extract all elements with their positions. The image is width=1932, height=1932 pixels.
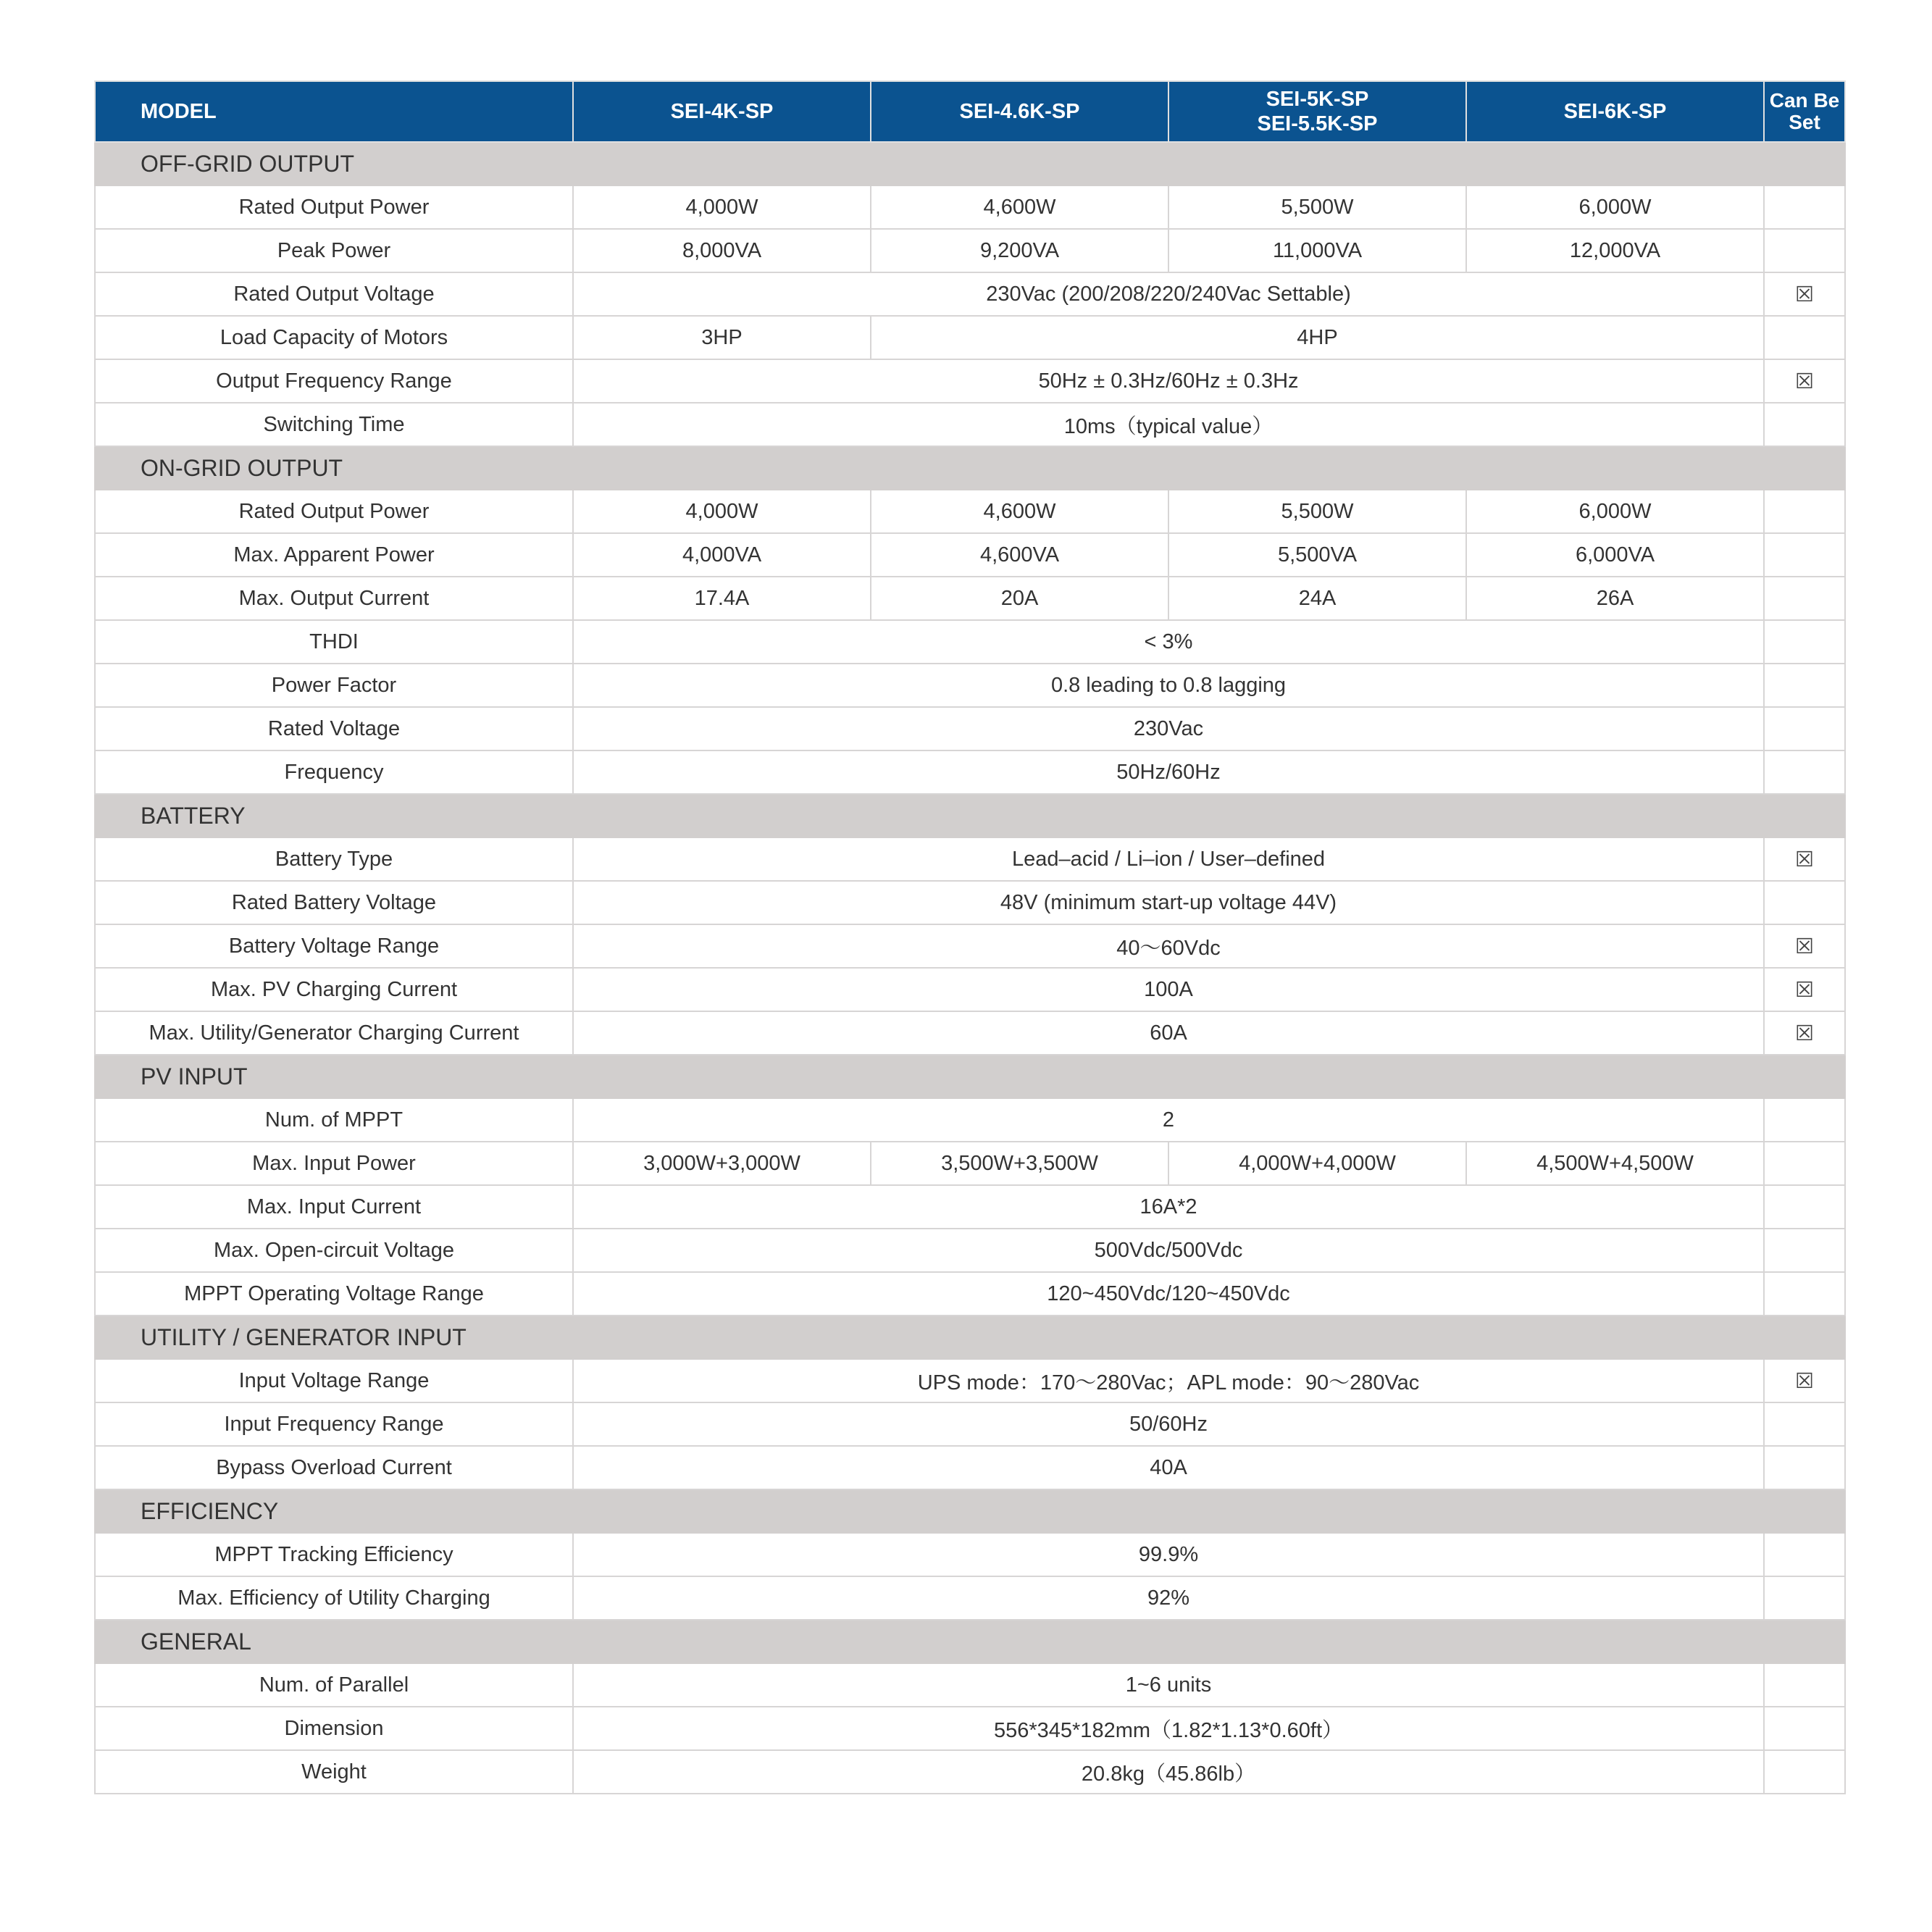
spec-label: Rated Output Voltage (95, 272, 573, 316)
spec-label: Input Voltage Range (95, 1359, 573, 1402)
spec-row (95, 1576, 1845, 1620)
section-title: GENERAL (95, 1620, 1845, 1663)
spec-label: Power Factor (95, 664, 573, 707)
spec-value: 1~6 units (573, 1663, 1764, 1707)
spec-value: 4,600W (871, 185, 1168, 229)
spec-value: 17.4A (573, 577, 871, 620)
spec-value: 556*345*182mm（1.82*1.13*0.60ft） (573, 1707, 1764, 1750)
section-title: UTILITY / GENERATOR INPUT (95, 1316, 1845, 1359)
settable-cell (1764, 490, 1845, 533)
spec-row (95, 1359, 1845, 1402)
spec-value: 230Vac (573, 707, 1764, 750)
spec-row (95, 664, 1845, 707)
settable-cell (1764, 1707, 1845, 1750)
spec-label: Rated Output Power (95, 490, 573, 533)
spec-value: 24A (1168, 577, 1466, 620)
section-header-row (95, 1316, 1845, 1359)
spec-value: 4,000W (573, 185, 871, 229)
spec-label: Peak Power (95, 229, 573, 272)
section-header-row (95, 446, 1845, 490)
section-title: PV INPUT (95, 1055, 1845, 1098)
spec-value: Lead–acid / Li–ion / User–defined (573, 837, 1764, 881)
spec-value: 4,600VA (871, 533, 1168, 577)
settable-checkbox-icon: ☒ (1764, 924, 1845, 968)
spec-row (95, 881, 1845, 924)
spec-value: 230Vac (200/208/220/240Vac Settable) (573, 272, 1764, 316)
settable-checkbox-icon: ☒ (1764, 968, 1845, 1011)
settable-cell (1764, 620, 1845, 664)
section-header-row (95, 1055, 1845, 1098)
spec-value: 50Hz ± 0.3Hz/60Hz ± 0.3Hz (573, 359, 1764, 403)
spec-value: 92% (573, 1576, 1764, 1620)
section-header-row (95, 1489, 1845, 1533)
spec-value: 16A*2 (573, 1185, 1764, 1229)
settable-cell (1764, 1142, 1845, 1185)
spec-label: Max. Utility/Generator Charging Current (95, 1011, 573, 1055)
settable-cell (1764, 1533, 1845, 1576)
model-header: MODEL (95, 81, 573, 142)
spec-label: MPPT Tracking Efficiency (95, 1533, 573, 1576)
spec-label: MPPT Operating Voltage Range (95, 1272, 573, 1316)
spec-value: 3,000W+3,000W (573, 1142, 871, 1185)
spec-value: 26A (1466, 577, 1764, 620)
spec-label: Rated Voltage (95, 707, 573, 750)
spec-value: 100A (573, 968, 1764, 1011)
section-title: EFFICIENCY (95, 1489, 1845, 1533)
spec-label: Load Capacity of Motors (95, 316, 573, 359)
model-column-header: SEI-6K-SP (1466, 81, 1764, 142)
settable-cell (1764, 1229, 1845, 1272)
spec-label: Weight (95, 1750, 573, 1794)
spec-row (95, 1663, 1845, 1707)
settable-cell (1764, 664, 1845, 707)
spec-label: Max. Input Current (95, 1185, 573, 1229)
spec-row (95, 577, 1845, 620)
section-title: OFF-GRID OUTPUT (95, 142, 1845, 185)
spec-row (95, 924, 1845, 968)
spec-label: Max. Efficiency of Utility Charging (95, 1576, 573, 1620)
header-row (95, 81, 1845, 142)
spec-label: Switching Time (95, 403, 573, 446)
spec-row (95, 1011, 1845, 1055)
spec-value: 4,500W+4,500W (1466, 1142, 1764, 1185)
spec-label: Num. of Parallel (95, 1663, 573, 1707)
spec-row (95, 1272, 1845, 1316)
spec-row (95, 359, 1845, 403)
settable-cell (1764, 185, 1845, 229)
settable-cell (1764, 229, 1845, 272)
spec-row (95, 1229, 1845, 1272)
spec-row (95, 1750, 1845, 1794)
settable-checkbox-icon: ☒ (1764, 1011, 1845, 1055)
spec-row (95, 316, 1845, 359)
spec-row (95, 1707, 1845, 1750)
spec-value: 11,000VA (1168, 229, 1466, 272)
settable-checkbox-icon: ☒ (1764, 359, 1845, 403)
section-header-row (95, 142, 1845, 185)
settable-checkbox-icon: ☒ (1764, 272, 1845, 316)
spec-value: 40～60Vdc (573, 924, 1764, 968)
spec-value: 3HP (573, 316, 871, 359)
spec-value: 5,500W (1168, 185, 1466, 229)
spec-label: Output Frequency Range (95, 359, 573, 403)
spec-row (95, 1533, 1845, 1576)
spec-table (94, 80, 1846, 1794)
spec-row (95, 403, 1845, 446)
settable-cell (1764, 533, 1845, 577)
spec-label: Max. Input Power (95, 1142, 573, 1185)
section-header-row (95, 794, 1845, 837)
spec-row (95, 968, 1845, 1011)
spec-value: UPS mode：170～280Vac；APL mode：90～280Vac (573, 1359, 1764, 1402)
spec-value: 10ms（typical value） (573, 403, 1764, 446)
spec-body (95, 142, 1845, 1794)
spec-label: Bypass Overload Current (95, 1446, 573, 1489)
settable-cell (1764, 750, 1845, 794)
spec-value: 20.8kg（45.86lb） (573, 1750, 1764, 1794)
spec-value: 4HP (871, 316, 1764, 359)
spec-label: Battery Type (95, 837, 573, 881)
settable-checkbox-icon: ☒ (1764, 1359, 1845, 1402)
spec-value: 2 (573, 1098, 1764, 1142)
spec-row (95, 185, 1845, 229)
spec-row (95, 707, 1845, 750)
spec-value: 48V (minimum start-up voltage 44V) (573, 881, 1764, 924)
settable-cell (1764, 577, 1845, 620)
spec-label: Frequency (95, 750, 573, 794)
settable-cell (1764, 1402, 1845, 1446)
spec-label: Dimension (95, 1707, 573, 1750)
settable-cell (1764, 1446, 1845, 1489)
spec-value: 8,000VA (573, 229, 871, 272)
spec-value: 0.8 leading to 0.8 lagging (573, 664, 1764, 707)
settable-cell (1764, 1098, 1845, 1142)
spec-value: 5,500W (1168, 490, 1466, 533)
spec-label: Battery Voltage Range (95, 924, 573, 968)
settable-cell (1764, 1272, 1845, 1316)
spec-row (95, 1402, 1845, 1446)
model-column-header: SEI-5K-SP SEI-5.5K-SP (1168, 81, 1466, 142)
spec-value: 6,000W (1466, 185, 1764, 229)
spec-label: Max. Open-circuit Voltage (95, 1229, 573, 1272)
spec-value: 9,200VA (871, 229, 1168, 272)
settable-cell (1764, 1750, 1845, 1794)
spec-value: 20A (871, 577, 1168, 620)
settable-checkbox-icon: ☒ (1764, 837, 1845, 881)
spec-value: 4,000W (573, 490, 871, 533)
settable-cell (1764, 881, 1845, 924)
settable-cell (1764, 1185, 1845, 1229)
spec-row (95, 1185, 1845, 1229)
spec-row (95, 1142, 1845, 1185)
spec-value: 6,000VA (1466, 533, 1764, 577)
spec-label: THDI (95, 620, 573, 664)
settable-cell (1764, 1576, 1845, 1620)
settable-cell (1764, 316, 1845, 359)
spec-row (95, 1446, 1845, 1489)
section-title: BATTERY (95, 794, 1845, 837)
settable-cell (1764, 707, 1845, 750)
spec-label: Num. of MPPT (95, 1098, 573, 1142)
spec-value: 99.9% (573, 1533, 1764, 1576)
spec-row (95, 750, 1845, 794)
spec-value: 50Hz/60Hz (573, 750, 1764, 794)
spec-value: 4,600W (871, 490, 1168, 533)
spec-label: Rated Output Power (95, 185, 573, 229)
spec-row (95, 837, 1845, 881)
spec-value: 500Vdc/500Vdc (573, 1229, 1764, 1272)
spec-row (95, 533, 1845, 577)
spec-value: 40A (573, 1446, 1764, 1489)
spec-value: < 3% (573, 620, 1764, 664)
spec-row (95, 620, 1845, 664)
spec-value: 50/60Hz (573, 1402, 1764, 1446)
section-header-row (95, 1620, 1845, 1663)
spec-value: 120~450Vdc/120~450Vdc (573, 1272, 1764, 1316)
spec-value: 6,000W (1466, 490, 1764, 533)
section-title: ON-GRID OUTPUT (95, 446, 1845, 490)
spec-value: 4,000W+4,000W (1168, 1142, 1466, 1185)
spec-label: Max. Apparent Power (95, 533, 573, 577)
spec-value: 5,500VA (1168, 533, 1466, 577)
spec-row (95, 1098, 1845, 1142)
spec-value: 12,000VA (1466, 229, 1764, 272)
spec-row (95, 272, 1845, 316)
spec-row (95, 490, 1845, 533)
model-column-header: SEI-4.6K-SP (871, 81, 1168, 142)
spec-label: Input Frequency Range (95, 1402, 573, 1446)
spec-value: 4,000VA (573, 533, 871, 577)
can-be-set-header: Can Be Set (1764, 81, 1845, 142)
settable-cell (1764, 1663, 1845, 1707)
settable-cell (1764, 403, 1845, 446)
spec-value: 3,500W+3,500W (871, 1142, 1168, 1185)
model-column-header: SEI-4K-SP (573, 81, 871, 142)
spec-label: Max. Output Current (95, 577, 573, 620)
spec-value: 60A (573, 1011, 1764, 1055)
spec-label: Rated Battery Voltage (95, 881, 573, 924)
spec-row (95, 229, 1845, 272)
spec-label: Max. PV Charging Current (95, 968, 573, 1011)
